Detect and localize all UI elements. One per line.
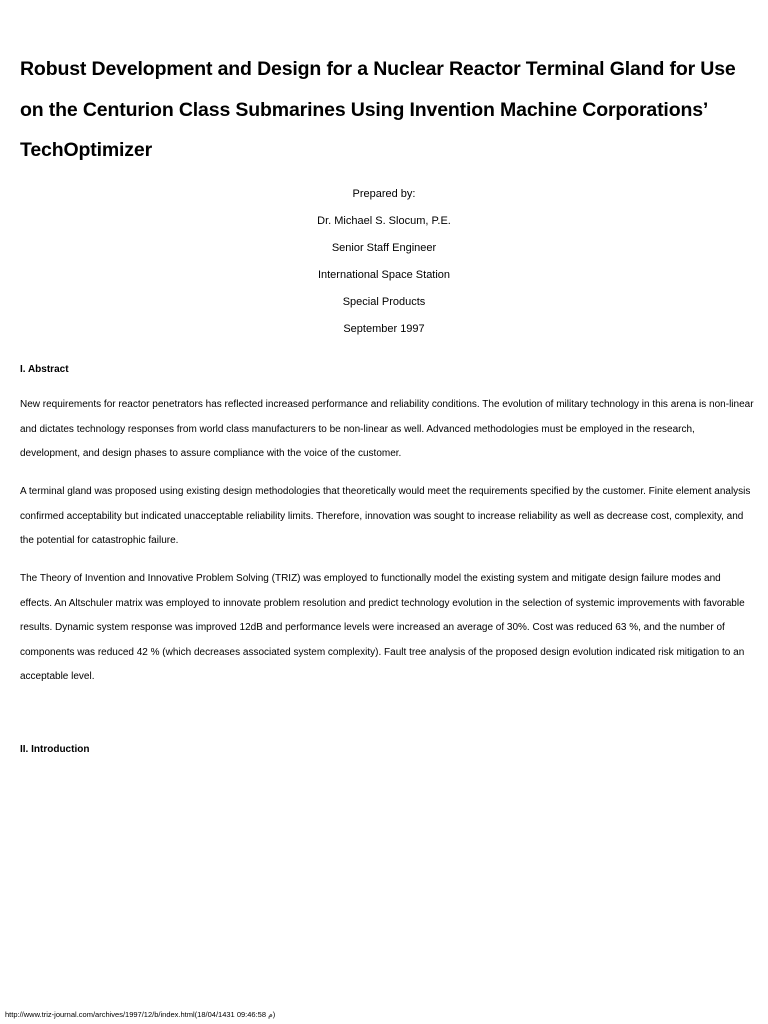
document-title: Robust Development and Design for a Nuclear Reactor Terminal Gland for Use on the Centurion Class Submarines Using Invention Machine Corporations’ TechOptimizer: [20, 58, 736, 161]
author-position: Senior Staff Engineer: [331, 242, 437, 254]
prepared-by-label: Prepared by:: [352, 188, 416, 200]
abstract-heading: I. Abstract: [20, 364, 69, 375]
author-name: Dr. Michael S. Slocum, P.E.: [317, 215, 451, 227]
page-footer-url: http://www.triz-journal.com/archives/1997/12/b/index.html(م 09:46:58 18/04/1431): [5, 1010, 276, 1019]
author-organization: International Space Station: [317, 269, 451, 281]
abstract-paragraph-3: The Theory of Invention and Innovative Problem Solving (TRIZ) was employed to functionally model the existing system and mitigate design failure modes and effects. An Altschuler matrix was employed to innovate problem resolution and predict technology evolution in the selection of systemic improvements with favorable results. Dynamic system response was improved 12dB and performance levels were increased an average of 30%. Cost was reduced 63 %, and the number of components was reduced 42 % (which decreases associated system complexity). Fault tree analysis of the proposed design evolution indicated risk mitigation to an acceptable level.: [20, 573, 745, 682]
abstract-paragraph-1: New requirements for reactor penetrators has reflected increased performance and reliability conditions. The evolution of military technology in this arena is non-linear and dictates technology responses from world class manufacturers to be non-linear as well. Advanced methodologies must be employed in the research, development, and design phases to assure compliance with the voice of the customer.: [20, 399, 754, 459]
introduction-heading: II. Introduction: [20, 744, 90, 755]
document-date: September 1997: [343, 323, 425, 335]
byline-block: [0, 184, 768, 346]
author-division: Special Products: [342, 296, 426, 308]
abstract-paragraph-2: A terminal gland was proposed using existing design methodologies that theoretically would meet the requirements specified by the customer. Finite element analysis confirmed acceptability but indicated unacceptable reliability limits. Therefore, innovation was sought to increase reliability as well as decrease cost, complexity, and the potential for catastrophic failure.: [20, 486, 751, 546]
